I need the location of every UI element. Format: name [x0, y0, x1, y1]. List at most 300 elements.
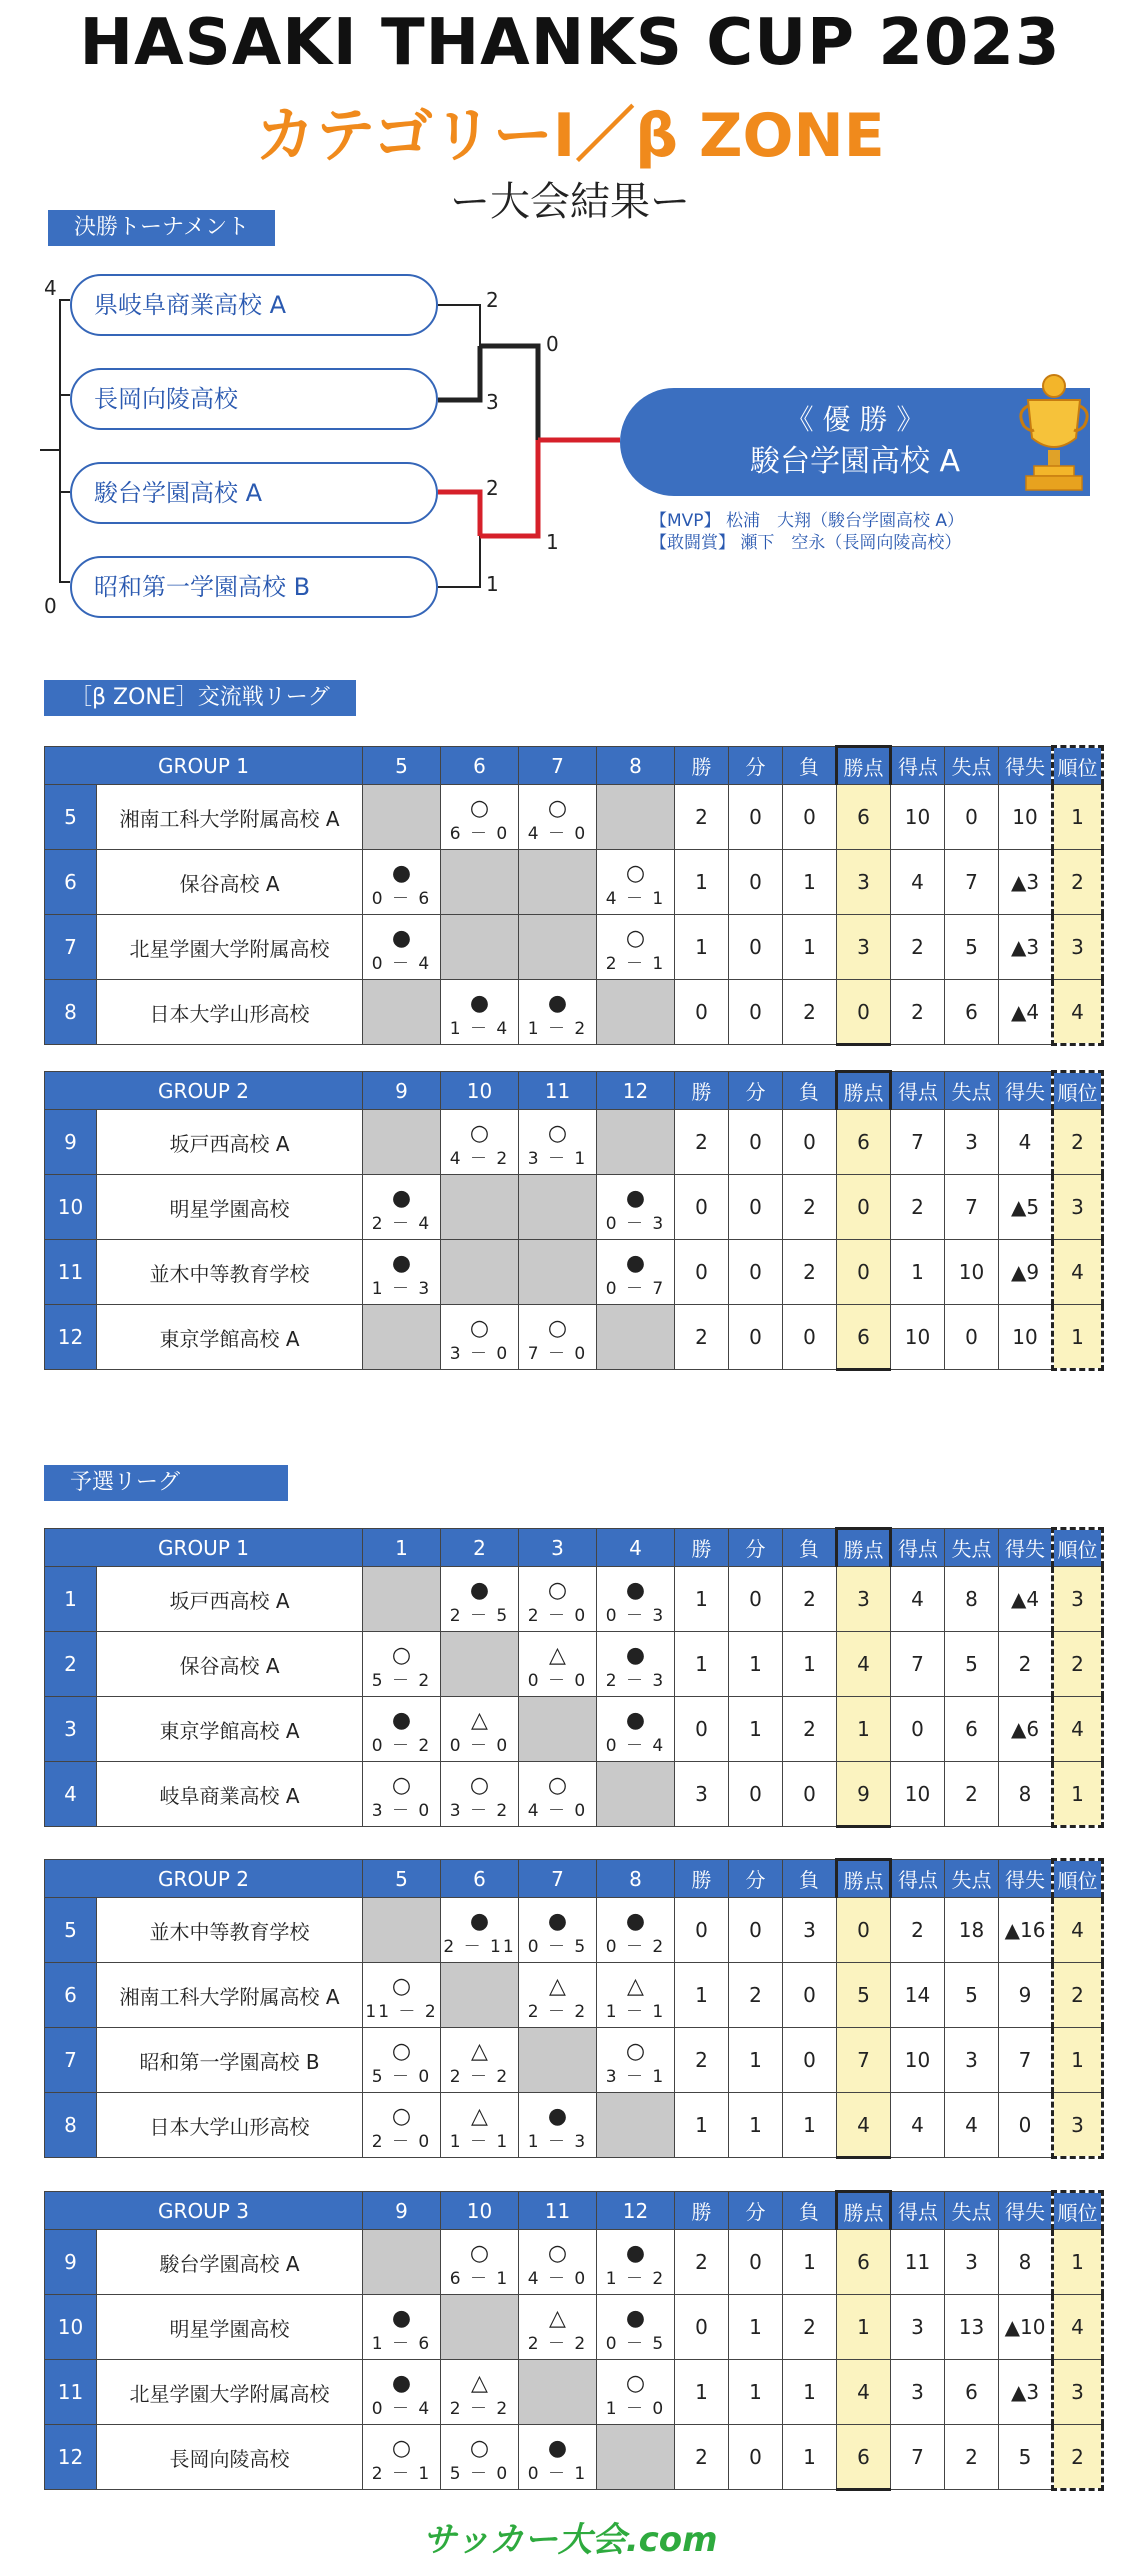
stat-value: 0 [675, 1697, 729, 1762]
match-score: 1 － 2 [527, 1019, 588, 1039]
team-number: 2 [45, 1632, 97, 1697]
stat-value: 6 [837, 2230, 891, 2295]
stat-column-header: 得点 [891, 747, 945, 785]
stat-column-header: 得点 [891, 1072, 945, 1110]
match-result [363, 2093, 441, 2158]
stat-value: 3 [1053, 2360, 1103, 2425]
stat-value: 5 [945, 1963, 999, 2028]
stat-value: 3 [891, 2360, 945, 2425]
match-score: 1 － 3 [527, 2132, 588, 2152]
stat-value: 8 [999, 1762, 1053, 1827]
stat-value: 8 [945, 1567, 999, 1632]
stat-value: 0 [675, 1175, 729, 1240]
match-score: 0 － 4 [371, 954, 432, 974]
stat-value: 0 [783, 785, 837, 850]
match-result [441, 1762, 519, 1827]
opponent-column-header: 8 [597, 747, 675, 785]
stat-column-header: 分 [729, 1860, 783, 1898]
stat-column-header: 順位 [1053, 1860, 1103, 1898]
stat-value: 1 [675, 1963, 729, 2028]
team-number: 11 [45, 2360, 97, 2425]
empty-cell [597, 1305, 675, 1370]
stat-value: 0 [729, 1110, 783, 1175]
match-score: 5 － 0 [449, 2464, 510, 2484]
category-subtitle: カテゴリーI／β ZONE [255, 101, 885, 171]
stat-value: 7 [837, 2028, 891, 2093]
line-team4 [438, 536, 480, 587]
stat-value: 4 [1053, 1898, 1103, 1963]
stat-column-header: 負 [783, 1860, 837, 1898]
team-number: 7 [45, 915, 97, 980]
stat-column-header: 勝 [675, 1860, 729, 1898]
team-number: 11 [45, 1240, 97, 1305]
stat-column-header: 勝 [675, 2192, 729, 2230]
stat-value: 2 [891, 915, 945, 980]
stat-value: ▲5 [999, 1175, 1053, 1240]
result-mark: △ [471, 2371, 488, 2396]
stat-value: ▲3 [999, 850, 1053, 915]
match-score: 0 － 2 [605, 1937, 666, 1957]
stat-value: 1 [783, 2230, 837, 2295]
match-result [519, 1898, 597, 1963]
stat-value: 0 [729, 785, 783, 850]
stat-value: 9 [837, 1762, 891, 1827]
match-score: 2 － 11 [443, 1937, 516, 1957]
stat-value: 2 [675, 2425, 729, 2490]
empty-cell [441, 2295, 519, 2360]
empty-cell [363, 1898, 441, 1963]
tournament-label: 決勝トーナメント [48, 210, 275, 246]
stat-value: 2 [999, 1632, 1053, 1697]
trophy-icon [1016, 372, 1092, 496]
table-row [45, 1963, 1103, 2028]
team-number: 9 [45, 2230, 97, 2295]
match-score: 2 － 1 [605, 954, 666, 974]
result-mark: ○ [547, 1578, 568, 1603]
team-number: 12 [45, 2425, 97, 2490]
stat-value: 0 [783, 1305, 837, 1370]
result-mark: △ [471, 1708, 488, 1733]
score-semi-top: 0 [546, 332, 559, 356]
group-name: GROUP 1 [45, 747, 363, 785]
match-result [597, 1898, 675, 1963]
stat-value: 8 [999, 2230, 1053, 2295]
stat-value: 5 [999, 2425, 1053, 2490]
team-name: 保谷高校 A [97, 850, 363, 915]
score-team2: 3 [486, 390, 499, 414]
stat-value: ▲4 [999, 1567, 1053, 1632]
league-table [44, 2190, 1104, 2491]
stat-value: 7 [999, 2028, 1053, 2093]
empty-cell [597, 785, 675, 850]
stat-value: ▲3 [999, 915, 1053, 980]
empty-cell [519, 2360, 597, 2425]
match-result [363, 1762, 441, 1827]
stat-value: 2 [675, 2028, 729, 2093]
stat-value: 1 [1053, 2230, 1103, 2295]
stat-value: 3 [783, 1898, 837, 1963]
team-name: 並木中等教育学校 [97, 1898, 363, 1963]
bracket-team-3: 駿台学園高校 A [70, 462, 438, 524]
stat-value: 0 [783, 2028, 837, 2093]
line-outer-left [40, 300, 70, 582]
match-result [519, 785, 597, 850]
empty-cell [441, 1175, 519, 1240]
team-name: 明星学園高校 [97, 2295, 363, 2360]
empty-cell [519, 915, 597, 980]
stat-column-header: 負 [783, 1072, 837, 1110]
match-result [441, 1110, 519, 1175]
league-table [44, 745, 1104, 1046]
team-number: 8 [45, 2093, 97, 2158]
league-table [44, 1070, 1104, 1371]
team-name: 日本大学山形高校 [97, 2093, 363, 2158]
team-number: 5 [45, 785, 97, 850]
opponent-column-header: 11 [519, 2192, 597, 2230]
stat-value: 2 [675, 2230, 729, 2295]
match-result [441, 2093, 519, 2158]
stat-value: 0 [729, 980, 783, 1045]
match-score: 0 － 2 [371, 1736, 432, 1756]
stat-column-header: 勝点 [837, 1529, 891, 1567]
stat-value: 2 [1053, 1963, 1103, 2028]
match-result [597, 1632, 675, 1697]
stat-column-header: 失点 [945, 1072, 999, 1110]
stat-value: 10 [999, 785, 1053, 850]
stat-value: 1 [783, 2093, 837, 2158]
stat-value: 7 [945, 1175, 999, 1240]
table-row [45, 1567, 1103, 1632]
match-result [597, 2295, 675, 2360]
stat-value: 0 [945, 785, 999, 850]
stat-value: 2 [1053, 1110, 1103, 1175]
stat-value: 4 [891, 2093, 945, 2158]
stat-value: 0 [729, 1240, 783, 1305]
match-result [441, 980, 519, 1045]
result-mark: △ [471, 2039, 488, 2064]
team-name: 岐阜商業高校 A [97, 1762, 363, 1827]
match-score: 0 － 0 [527, 1671, 588, 1691]
empty-cell [441, 1240, 519, 1305]
league-table [44, 1858, 1104, 2159]
opponent-column-header: 9 [363, 2192, 441, 2230]
stat-value: 0 [837, 1240, 891, 1305]
empty-cell [441, 915, 519, 980]
stat-value: 3 [675, 1762, 729, 1827]
stat-column-header: 勝 [675, 1072, 729, 1110]
stat-value: 6 [945, 980, 999, 1045]
opponent-column-header: 10 [441, 1072, 519, 1110]
match-result [441, 2230, 519, 2295]
match-score: 2 － 4 [371, 1214, 432, 1234]
stat-column-header: 得失 [999, 1072, 1053, 1110]
stat-value: ▲9 [999, 1240, 1053, 1305]
result-mark: ● [391, 2306, 412, 2331]
match-result [441, 1305, 519, 1370]
stat-value: 2 [783, 1240, 837, 1305]
team-number: 7 [45, 2028, 97, 2093]
logo-text: サッカー大会.com [422, 2520, 718, 2560]
team-name: 長岡向陵高校 [97, 2425, 363, 2490]
stat-value: 1 [729, 2295, 783, 2360]
match-score: 0 － 4 [371, 2399, 432, 2419]
match-result [519, 2295, 597, 2360]
match-result [597, 2360, 675, 2425]
match-score: 1 － 3 [371, 1279, 432, 1299]
match-result [519, 980, 597, 1045]
match-result [519, 1305, 597, 1370]
result-mark: ● [391, 1186, 412, 1211]
stat-value: 1 [729, 2028, 783, 2093]
opponent-column-header: 6 [441, 747, 519, 785]
table-row [45, 1632, 1103, 1697]
stat-value: 2 [1053, 2425, 1103, 2490]
empty-cell [363, 1567, 441, 1632]
match-score: 3 － 1 [527, 1149, 588, 1169]
stat-value: 3 [891, 2295, 945, 2360]
table-row [45, 1175, 1103, 1240]
result-mark: ○ [547, 2241, 568, 2266]
stat-value: 4 [1053, 980, 1103, 1045]
stat-value: 1 [675, 2360, 729, 2425]
stat-value: 4 [837, 2360, 891, 2425]
stat-value: 2 [675, 785, 729, 850]
table-row [45, 2295, 1103, 2360]
match-result [597, 1175, 675, 1240]
stat-value: ▲10 [999, 2295, 1053, 2360]
stat-value: 6 [837, 1305, 891, 1370]
team-name: 北星学園大学附属高校 [97, 2360, 363, 2425]
stat-value: 2 [729, 1963, 783, 2028]
stat-value: 0 [729, 2230, 783, 2295]
result-mark: ● [625, 1708, 646, 1733]
empty-cell [363, 980, 441, 1045]
stat-column-header: 得失 [999, 2192, 1053, 2230]
stat-value: 10 [999, 1305, 1053, 1370]
score-team1: 2 [486, 288, 499, 312]
stat-column-header: 負 [783, 747, 837, 785]
match-result [597, 1963, 675, 2028]
result-mark: ○ [469, 1121, 490, 1146]
stat-column-header: 順位 [1053, 2192, 1103, 2230]
team-number: 9 [45, 1110, 97, 1175]
result-mark: ○ [391, 1643, 412, 1668]
bracket-team-4: 昭和第一学園高校 B [70, 556, 438, 618]
stat-value: 13 [945, 2295, 999, 2360]
match-score: 4 － 2 [449, 1149, 510, 1169]
match-result [597, 1240, 675, 1305]
stat-value: 2 [891, 980, 945, 1045]
stat-value: 3 [837, 1567, 891, 1632]
match-score: 3 － 0 [449, 1344, 510, 1364]
stat-value: 3 [945, 2028, 999, 2093]
stat-value: 1 [675, 2093, 729, 2158]
awards [650, 510, 964, 554]
match-score: 4 － 0 [527, 824, 588, 844]
match-result [519, 2093, 597, 2158]
mvp-award: 【MVP】 松浦 大翔（駿台学園高校 A） [650, 511, 964, 531]
result-mark: ● [391, 1708, 412, 1733]
result-mark: ○ [547, 1773, 568, 1798]
stat-value: 1 [675, 850, 729, 915]
stat-value: 0 [837, 1898, 891, 1963]
match-result [363, 1175, 441, 1240]
opponent-column-header: 2 [441, 1529, 519, 1567]
match-score: 2 － 0 [371, 2132, 432, 2152]
match-score: 1 － 1 [449, 2132, 510, 2152]
stat-value: 10 [891, 1305, 945, 1370]
match-score: 0 － 1 [527, 2464, 588, 2484]
group-name: GROUP 2 [45, 1860, 363, 1898]
match-score: 2 － 2 [449, 2067, 510, 2087]
empty-cell [441, 1963, 519, 2028]
stat-value: 1 [783, 850, 837, 915]
result-mark: ● [625, 1251, 646, 1276]
stat-value: 2 [945, 1762, 999, 1827]
match-result [597, 850, 675, 915]
stat-value: 10 [891, 1762, 945, 1827]
opponent-column-header: 1 [363, 1529, 441, 1567]
stat-value: 10 [945, 1240, 999, 1305]
table-row [45, 785, 1103, 850]
stat-value: 1 [1053, 1762, 1103, 1827]
score-outer-top: 4 [44, 276, 57, 300]
stat-value: 5 [945, 915, 999, 980]
stat-value: 7 [891, 1632, 945, 1697]
stat-value: 6 [837, 2425, 891, 2490]
match-score: 0 － 3 [605, 1214, 666, 1234]
team-name: 明星学園高校 [97, 1175, 363, 1240]
stat-value: 7 [891, 1110, 945, 1175]
stat-value: 7 [945, 850, 999, 915]
stat-value: 1 [837, 1697, 891, 1762]
stat-value: 2 [891, 1175, 945, 1240]
match-score: 0 － 0 [449, 1736, 510, 1756]
result-mark: ○ [391, 2436, 412, 2461]
stat-column-header: 負 [783, 1529, 837, 1567]
match-result [441, 2028, 519, 2093]
stat-value: 1 [1053, 1305, 1103, 1370]
stat-value: 4 [1053, 2295, 1103, 2360]
table-row [45, 2093, 1103, 2158]
match-score: 1 － 6 [371, 2334, 432, 2354]
bracket-team-1: 県岐阜商業高校 A [70, 274, 438, 336]
empty-cell [597, 2093, 675, 2158]
match-score: 6 － 0 [449, 824, 510, 844]
stat-value: 4 [1053, 1240, 1103, 1305]
team-number: 8 [45, 980, 97, 1045]
empty-cell [363, 1305, 441, 1370]
stat-value: 0 [783, 1110, 837, 1175]
result-mark: ● [625, 2306, 646, 2331]
stat-value: 1 [837, 2295, 891, 2360]
stat-value: 4 [837, 2093, 891, 2158]
stat-value: 4 [1053, 1697, 1103, 1762]
stat-column-header: 失点 [945, 747, 999, 785]
group-name: GROUP 3 [45, 2192, 363, 2230]
match-result [441, 1898, 519, 1963]
stat-value: 0 [837, 1175, 891, 1240]
opponent-column-header: 9 [363, 1072, 441, 1110]
stat-value: 0 [891, 1697, 945, 1762]
match-result [363, 850, 441, 915]
match-score: 3 － 0 [371, 1801, 432, 1821]
result-mark: ● [547, 991, 568, 1016]
table-row [45, 850, 1103, 915]
stat-value: 11 [891, 2230, 945, 2295]
match-score: 11 － 2 [365, 2002, 438, 2022]
match-score: 2 － 2 [527, 2334, 588, 2354]
empty-cell [519, 1175, 597, 1240]
match-score: 1 － 0 [605, 2399, 666, 2419]
stat-value: 3 [837, 915, 891, 980]
team-number: 10 [45, 2295, 97, 2360]
opponent-column-header: 12 [597, 1072, 675, 1110]
prelim-label: 予選リーグ [44, 1465, 288, 1501]
match-result [597, 915, 675, 980]
stat-value: 0 [675, 1898, 729, 1963]
result-mark: △ [471, 2104, 488, 2129]
stat-value: 2 [783, 1175, 837, 1240]
stat-value: 6 [945, 1697, 999, 1762]
stat-value: 1 [1053, 2028, 1103, 2093]
stat-column-header: 負 [783, 2192, 837, 2230]
match-score: 0 － 5 [527, 1937, 588, 1957]
stat-value: 3 [1053, 1567, 1103, 1632]
match-score: 0 － 7 [605, 1279, 666, 1299]
stat-value: 1 [675, 1632, 729, 1697]
stat-value: 1 [783, 2360, 837, 2425]
match-score: 1 － 2 [605, 2269, 666, 2289]
result-mark: ● [469, 1578, 490, 1603]
stat-column-header: 分 [729, 1529, 783, 1567]
score-outer-bottom: 0 [44, 594, 57, 618]
stat-value: 0 [999, 2093, 1053, 2158]
empty-cell [597, 1110, 675, 1175]
result-mark: ○ [391, 2104, 412, 2129]
table-row [45, 1898, 1103, 1963]
empty-cell [519, 1697, 597, 1762]
stat-value: 0 [729, 915, 783, 980]
result-mark: ○ [547, 796, 568, 821]
line-team3 [438, 492, 480, 536]
stat-value: 2 [675, 1110, 729, 1175]
stat-value: 0 [675, 2295, 729, 2360]
table-row [45, 1762, 1103, 1827]
match-score: 2 － 0 [527, 1606, 588, 1626]
stat-value: 0 [729, 1175, 783, 1240]
opponent-column-header: 7 [519, 747, 597, 785]
stat-value: 1 [729, 2093, 783, 2158]
team-name: 駿台学園高校 A [97, 2230, 363, 2295]
stat-value: 3 [837, 850, 891, 915]
match-result [519, 1110, 597, 1175]
match-result [441, 1567, 519, 1632]
match-result [441, 785, 519, 850]
stat-value: 2 [783, 980, 837, 1045]
result-mark: ● [391, 2371, 412, 2396]
stat-column-header: 得失 [999, 747, 1053, 785]
champion-label: 《 優 勝 》 [785, 403, 925, 436]
stat-value: 7 [891, 2425, 945, 2490]
match-score: 2 － 2 [527, 2002, 588, 2022]
table-row [45, 2230, 1103, 2295]
stat-value: 18 [945, 1898, 999, 1963]
stat-column-header: 順位 [1053, 1072, 1103, 1110]
match-result [363, 2425, 441, 2490]
champion-team: 駿台学園高校 A [749, 444, 961, 479]
stat-column-header: 勝点 [837, 1072, 891, 1110]
